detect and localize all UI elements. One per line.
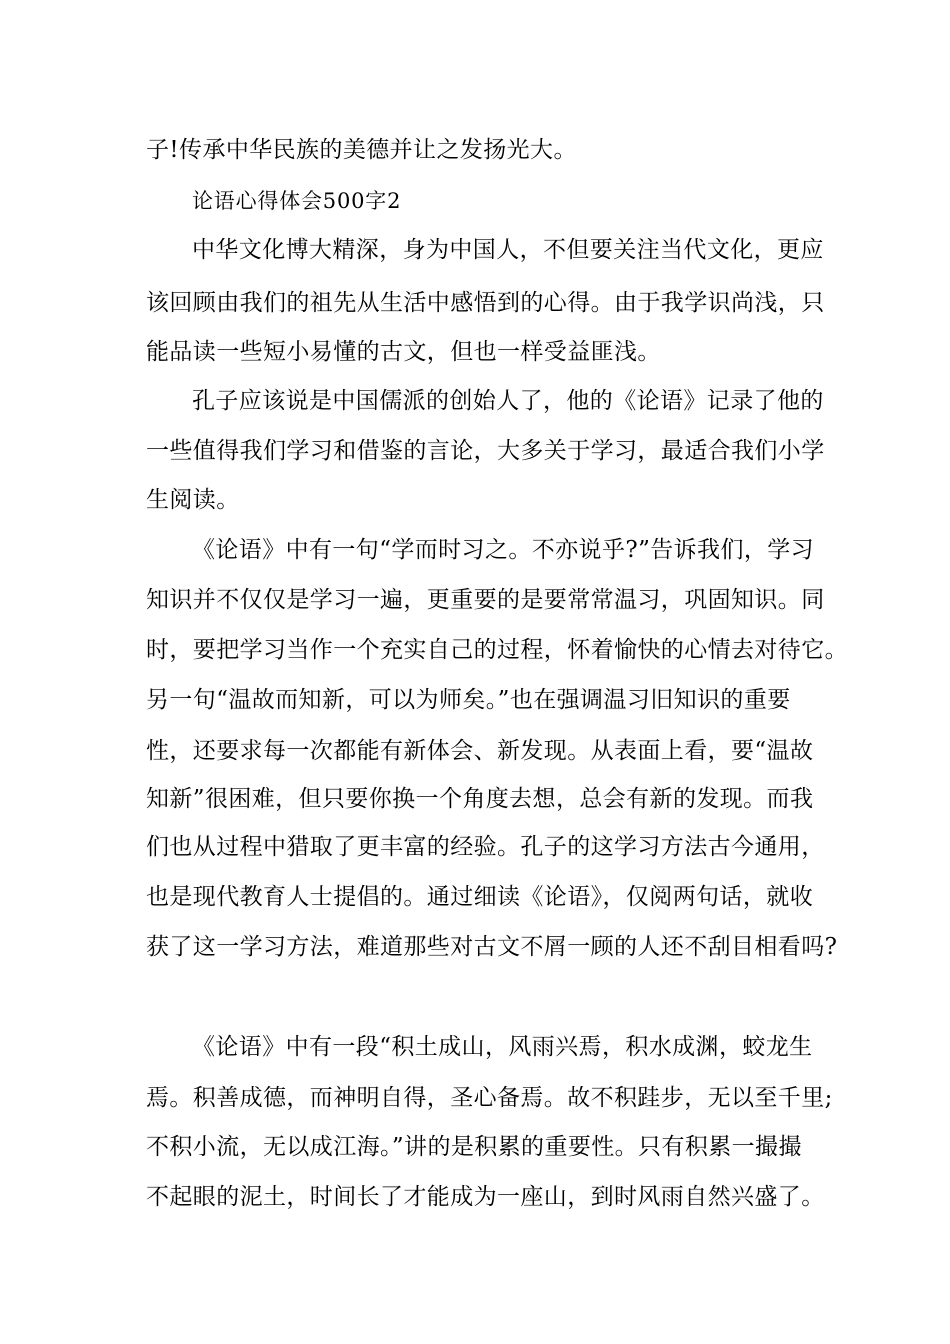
paragraph-line: 性，还要求每一次都能有新体会、新发现。从表面上看，要“温故 xyxy=(146,738,814,764)
intro-tail-line: 子!传承中华民族的美德并让之发扬光大。 xyxy=(146,137,577,163)
paragraph-line: 们也从过程中猎取了更丰富的经验。孔子的这学习方法古今通用， xyxy=(146,834,825,860)
paragraph-line: 《论语》中有一句“学而时习之。不亦说乎?”告诉我们，学习 xyxy=(192,537,815,563)
paragraph-line: 获了这一学习方法，难道那些对古文不屑一顾的人还不刮目相看吗? xyxy=(146,934,838,960)
paragraph-line: 知识并不仅仅是学习一遍，更重要的是要常常温习，巩固知识。同 xyxy=(146,587,825,613)
paragraph-line: 《论语》中有一段“积土成山，风雨兴焉，积水成渊，蛟龙生 xyxy=(192,1034,813,1060)
paragraph-line: 不积小流，无以成江海。”讲的是积累的重要性。只有积累一撮撮 xyxy=(146,1134,802,1160)
paragraph-line: 知新”很困难，但只要你换一个角度去想，总会有新的发现。而我 xyxy=(146,786,814,812)
paragraph-line: 中华文化博大精深，身为中国人，不但要关注当代文化，更应 xyxy=(192,237,824,263)
paragraph-line: 生阅读。 xyxy=(146,487,240,513)
paragraph-line: 能品读一些短小易懂的古文，但也一样受益匪浅。 xyxy=(146,339,661,365)
paragraph-line: 该回顾由我们的祖先从生活中感悟到的心得。由于我学识尚浅，只 xyxy=(146,290,825,316)
paragraph-line: 另一句“温故而知新，可以为师矣。”也在强调温习旧知识的重要 xyxy=(146,687,791,713)
section-title: 论语心得体会500字2 xyxy=(192,189,402,213)
paragraph-line: 焉。积善成德，而神明自得，圣心备焉。故不积跬步，无以至千里; xyxy=(146,1085,833,1111)
paragraph-line: 不起眼的泥土，时间长了才能成为一座山，到时风雨自然兴盛了。 xyxy=(146,1184,825,1210)
paragraph-line: 也是现代教育人士提倡的。通过细读《论语》，仅阅两句话，就收 xyxy=(146,884,814,910)
paragraph-line: 一些值得我们学习和借鉴的言论，大多关于学习，最适合我们小学 xyxy=(146,438,825,464)
paragraph-line: 时，要把学习当作一个充实自己的过程，怀着愉快的心情去对待它。 xyxy=(146,637,848,663)
paragraph-line: 孔子应该说是中国儒派的创始人了，他的《论语》记录了他的 xyxy=(192,388,824,414)
